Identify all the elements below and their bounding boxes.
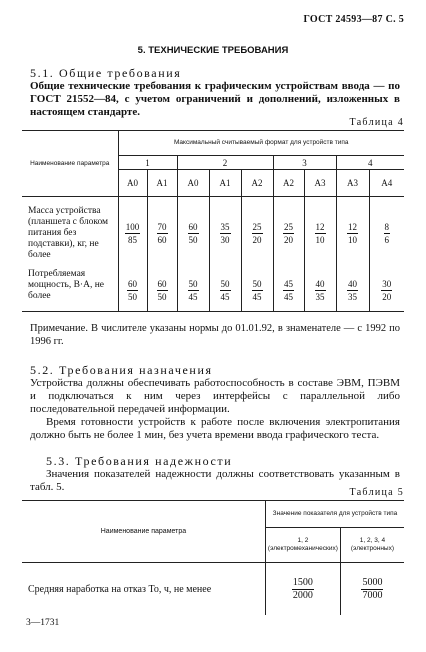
format-cell: A3 bbox=[304, 170, 336, 197]
format-cell: A1 bbox=[147, 170, 177, 197]
table-4-group-header: Максимальный считываемый формат для устройств типа bbox=[118, 131, 404, 156]
section-title: 5. ТЕХНИЧЕСКИЕ ТРЕБОВАНИЯ bbox=[137, 45, 289, 56]
type-3-header: 3 bbox=[273, 156, 336, 170]
type-2-header: 2 bbox=[177, 156, 273, 170]
table-4-param-header: Наименование параметра bbox=[22, 131, 118, 197]
table-5-col-electromechanical: 1, 2 (электромеханических) bbox=[265, 528, 340, 563]
table-5 bbox=[22, 500, 404, 615]
value-cell: $\frac{70}{60}$ bbox=[147, 197, 177, 270]
type-1-header: 1 bbox=[118, 156, 177, 170]
type-4-header: 4 bbox=[336, 156, 404, 170]
value-cell: $\frac{50}{45}$ bbox=[177, 269, 209, 312]
format-cell: A1 bbox=[209, 170, 241, 197]
table-5-row-mtbf-name: Средняя наработка на отказ To, ч, не менее bbox=[22, 563, 265, 616]
page-header: ГОСТ 24593—87 С. 5 bbox=[303, 14, 404, 25]
table-4 bbox=[22, 130, 404, 312]
section-5-3-heading: 5.3. Требования надежности bbox=[46, 454, 233, 468]
value-cell: $\frac{30}{20}$ bbox=[369, 269, 404, 312]
value-cell: $\frac{12}{10}$ bbox=[336, 197, 369, 270]
value-cell: $\frac{8}{6}$ bbox=[369, 197, 404, 270]
value-cell: $\frac{50}{45}$ bbox=[241, 269, 273, 312]
page-footer: 3—1731 bbox=[26, 618, 60, 628]
format-cell: A4 bbox=[369, 170, 404, 197]
format-cell: A3 bbox=[336, 170, 369, 197]
section-5-1-heading: 5.1. Общие требования bbox=[30, 66, 182, 80]
section-5-2-paragraph-1: Устройства должны обеспечивать работоспособность в составе ЭВМ, ПЭВМ и подключаться к ним через интерфейсы с параллельной либо последовательной передачей информации. bbox=[30, 377, 400, 415]
value-cell: $\frac{60}{50}$ bbox=[147, 269, 177, 312]
value-cell: $\frac{25}{20}$ bbox=[241, 197, 273, 270]
format-cell: A0 bbox=[177, 170, 209, 197]
value-cell: $\frac{100}{85}$ bbox=[118, 197, 147, 270]
table-5-caption: Таблица 5 bbox=[349, 487, 404, 498]
value-cell: $\frac{40}{35}$ bbox=[336, 269, 369, 312]
section-5-2-paragraph-2: Время готовности устройств к работе после включения электропитания должно быть не более 1 мин, без учета времени ввода графического теста. bbox=[30, 416, 400, 441]
table-4-caption: Таблица 4 bbox=[349, 117, 404, 128]
section-5-1-text: Общие технические требования к графическим устройствам ввода — по ГОСТ 21552—84, с учетом ограничений и дополнений, изложенных в настоящем стандарте. bbox=[30, 80, 400, 118]
format-cell: A2 bbox=[241, 170, 273, 197]
table-4-note: Примечание. В числителе указаны нормы до 01.01.92, в знаменателе — с 1992 по 1996 гг. bbox=[30, 323, 400, 347]
value-cell: $\frac{25}{20}$ bbox=[273, 197, 304, 270]
value-cell: $\frac{5000}{7000}$ bbox=[340, 563, 404, 616]
value-cell: $\frac{45}{45}$ bbox=[273, 269, 304, 312]
value-cell: $\frac{60}{50}$ bbox=[118, 269, 147, 312]
table-5-col-electronic: 1, 2, 3, 4 (электронных) bbox=[340, 528, 404, 563]
table-4-row-mass-name: Масса устройства (планшета с блоком питания без подставки), кг, не более bbox=[22, 197, 118, 270]
table-5-group-header: Значение показателя для устройств типа bbox=[265, 501, 404, 528]
value-cell: $\frac{1500}{2000}$ bbox=[265, 563, 340, 616]
section-5-2-heading: 5.2. Требования назначения bbox=[30, 363, 213, 377]
value-cell: $\frac{60}{50}$ bbox=[177, 197, 209, 270]
value-cell: $\frac{35}{30}$ bbox=[209, 197, 241, 270]
table-5-param-header: Наименование параметра bbox=[22, 501, 265, 563]
format-cell: A2 bbox=[273, 170, 304, 197]
section-5-3-paragraph: Значения показателей надежности должны соответствовать указанным в табл. 5. bbox=[30, 468, 400, 493]
value-cell: $\frac{50}{45}$ bbox=[209, 269, 241, 312]
format-cell: A0 bbox=[118, 170, 147, 197]
value-cell: $\frac{40}{35}$ bbox=[304, 269, 336, 312]
table-4-row-power-name: Потребляемая мощность, В·А, не более bbox=[22, 269, 118, 312]
value-cell: $\frac{12}{10}$ bbox=[304, 197, 336, 270]
